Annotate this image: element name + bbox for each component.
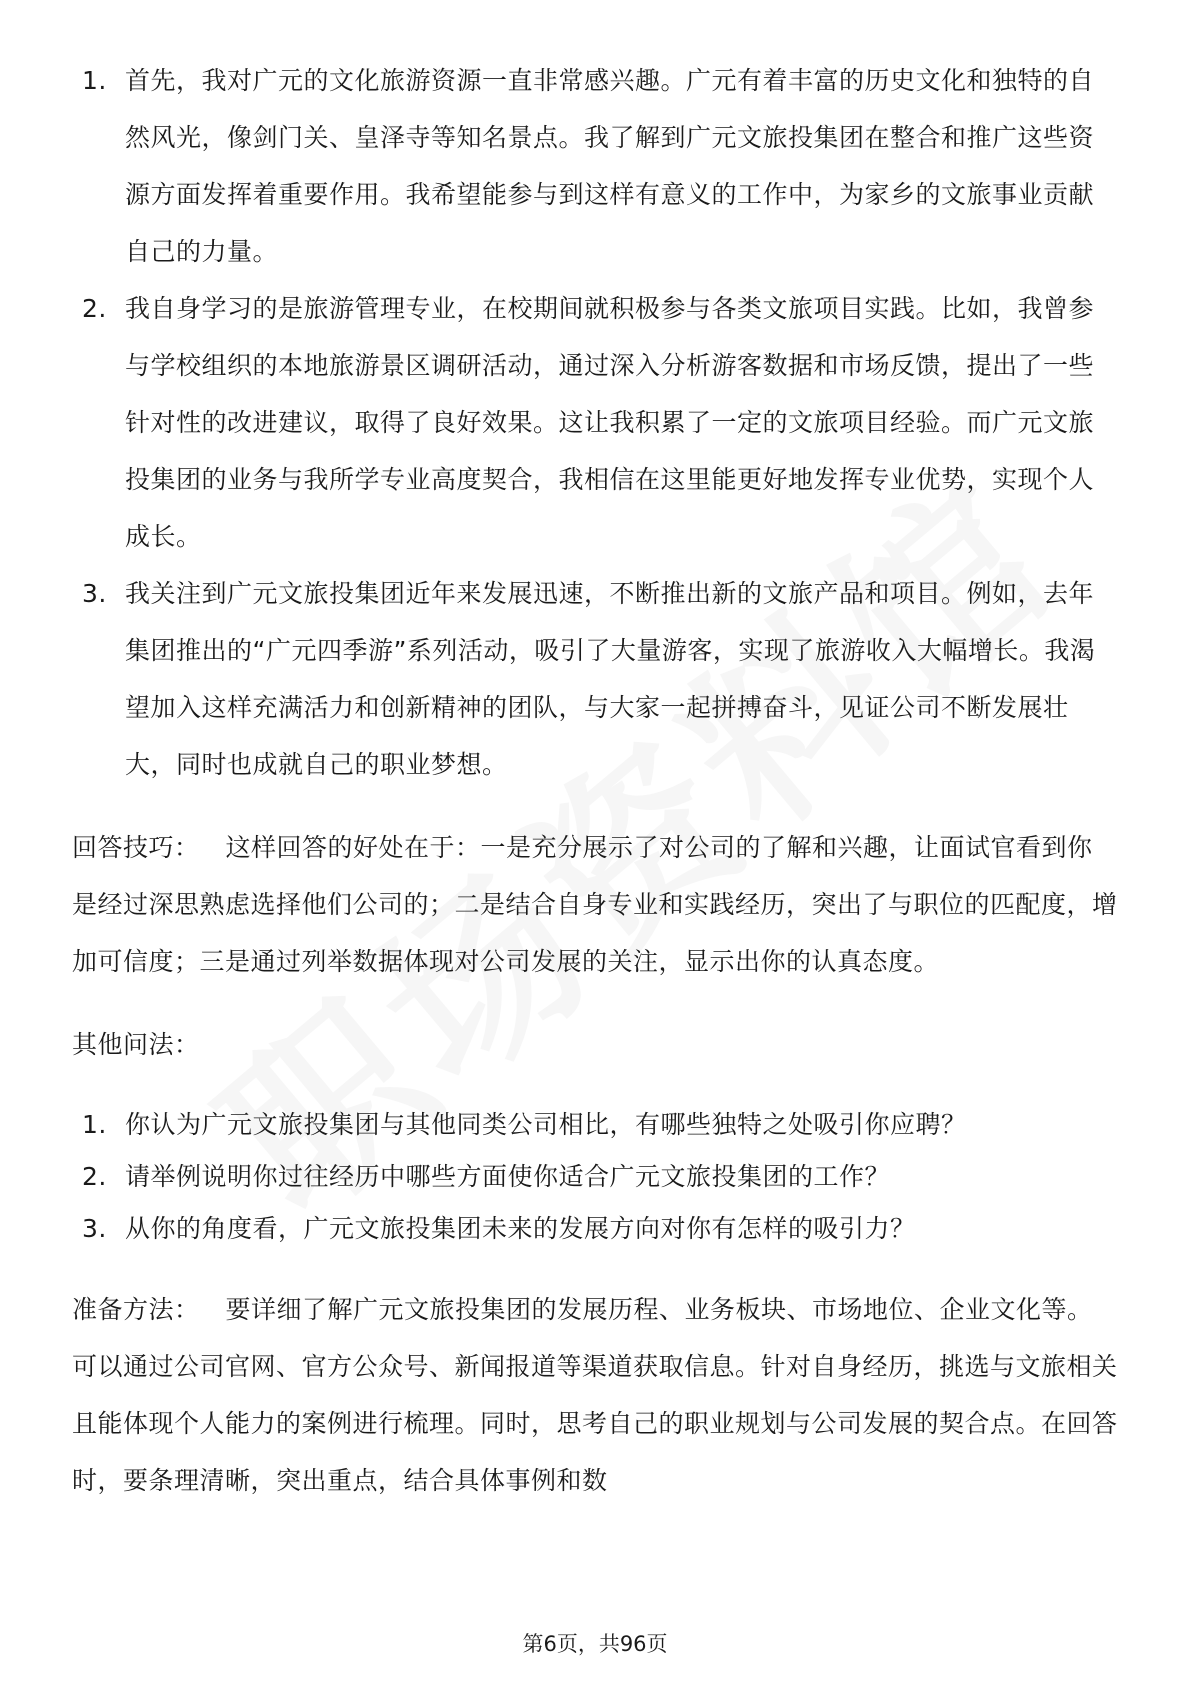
other-questions-list [72, 1099, 1118, 1255]
preparation-text: 要详细了解广元文旅投集团的发展历程、业务板块、市场地位、企业文化等。可以通过公司官网、官方公众号、新闻报道等渠道获取信息。针对自身经历，挑选与文旅相关且能体现个人能力的案例进行梳理。同时，思考自己的职业规划与公司发展的契合点。在回答时，要条理清晰，突出重点，结合具体事例和数 [72, 1295, 1118, 1495]
list-item-text: 请举例说明你过往经历中哪些方面使你适合广元文旅投集团的工作？ [125, 1162, 891, 1191]
list-item [72, 1151, 1118, 1203]
page-number: 第6页，共96页 [522, 1632, 668, 1656]
list-item-number: 1. [82, 1110, 107, 1139]
list-item-text: 首先，我对广元的文化旅游资源一直非常感兴趣。广元有着丰富的历史文化和独特的自然风光，像剑门关、皇泽寺等知名景点。我了解到广元文旅投集团在整合和推广这些资源方面发挥着重要作用。我希望能参与到这样有意义的工作中，为家乡的文旅事业贡献自己的力量。 [125, 66, 1095, 266]
list-item [72, 1203, 1118, 1255]
list-item-number: 3. [82, 579, 107, 608]
other-questions-label: 其他问法： [72, 1030, 200, 1059]
answer-tips-paragraph [72, 819, 1118, 990]
preparation-paragraph [72, 1281, 1118, 1509]
list-item [72, 280, 1118, 565]
list-item [72, 565, 1118, 793]
list-item-number: 2. [82, 294, 107, 323]
answer-tips-label: 回答技巧： [72, 833, 200, 862]
list-item-number: 3. [82, 1214, 107, 1243]
list-item-number: 2. [82, 1162, 107, 1191]
reasons-list [72, 52, 1118, 793]
list-item [72, 52, 1118, 280]
list-item-text: 我自身学习的是旅游管理专业，在校期间就积极参与各类文旅项目实践。比如，我曾参与学校组织的本地旅游景区调研活动，通过深入分析游客数据和市场反馈，提出了一些针对性的改进建议，取得了良好效果。这让我积累了一定的文旅项目经验。而广元文旅投集团的业务与我所学专业高度契合，我相信在这里能更好地发挥专业优势，实现个人成长。 [125, 294, 1095, 551]
list-item-text: 从你的角度看，广元文旅投集团未来的发展方向对你有怎样的吸引力？ [125, 1214, 916, 1243]
list-item-number: 1. [82, 66, 107, 95]
answer-tips-text: 这样回答的好处在于：一是充分展示了对公司的了解和兴趣，让面试官看到你是经过深思熟虑选择他们公司的；二是结合自身专业和实践经历，突出了与职位的匹配度，增加可信度；三是通过列举数据体现对公司发展的关注，显示出你的认真态度。 [72, 833, 1118, 976]
preparation-label: 准备方法： [72, 1295, 200, 1324]
document-page [72, 52, 1118, 1509]
list-item-text: 你认为广元文旅投集团与其他同类公司相比，有哪些独特之处吸引你应聘？ [125, 1110, 967, 1139]
list-item [72, 1099, 1118, 1151]
list-item-text: 我关注到广元文旅投集团近年来发展迅速，不断推出新的文旅产品和项目。例如，去年集团推出的“广元四季游”系列活动，吸引了大量游客，实现了旅游收入大幅增长。我渴望加入这样充满活力和创新精神的团队，与大家一起拼搏奋斗，见证公司不断发展壮大，同时也成就自己的职业梦想。 [125, 579, 1096, 779]
